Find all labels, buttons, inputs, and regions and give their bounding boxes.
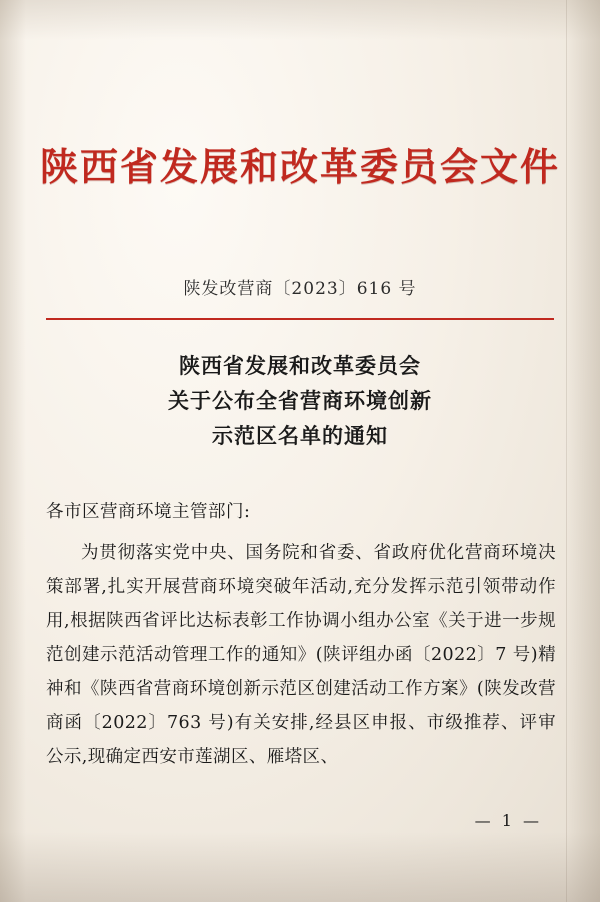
body-paragraph: 为贯彻落实党中央、国务院和省委、省政府优化营商环境决策部署,扎实开展营商环境突破年活动,充分发挥示范引领带动作用,根据陕西省评比达标表彰工作协调小组办公室《关于进一步规范创建示范活动管理工作的通知》(陕评组办函〔2022〕7 号)精神和《陕西省营商环境创新示范区创建活动工作方案》(陕发改营商函〔2022〕763 号)有关安排,经县区申报、市级推荐、评审公示,现确定西安市莲湖区、雁塔区、 (46, 543, 556, 767)
document-title: 陕西省发展和改革委员会文件 (39, 144, 560, 189)
paper-shading-bottom (0, 832, 600, 902)
body-text (46, 536, 556, 774)
subject-line-2: 关于公布全省营商环境创新 (168, 388, 432, 413)
paper-shading-top (0, 0, 600, 40)
red-separator-rule (46, 318, 554, 320)
document-number: 陕发改营商〔2023〕616 号 (183, 279, 417, 299)
subject-line-1: 陕西省发展和改革委员会 (179, 353, 421, 378)
page-number: — 1 — (474, 811, 542, 830)
document-subject (0, 348, 600, 453)
subject-line-3: 示范区名单的通知 (212, 423, 388, 448)
salutation: 各市区营商环境主管部门: (46, 502, 251, 522)
